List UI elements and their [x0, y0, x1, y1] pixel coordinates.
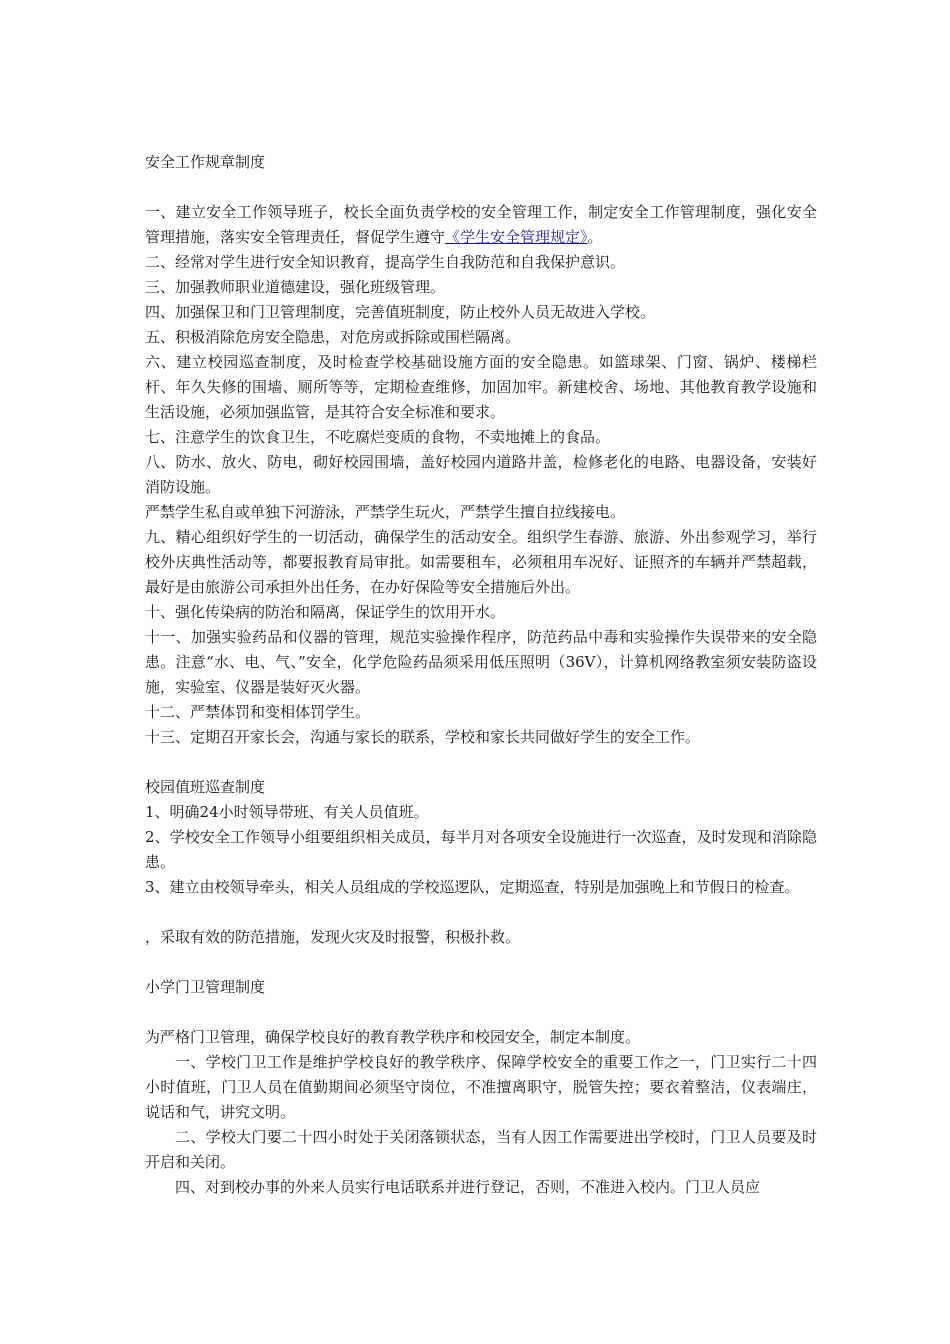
rule-paragraph-11: 十一、加强实验药品和仪器的管理，规范实验操作程序，防范药品中毒和实验操作失误带来的安全隐患。注意“水、电、气、”安全，化学危险药品须采用低压照明（36V），计算机网络教室须安装防盗设施，实验室、仪器是装好灭火器。 [145, 628, 817, 696]
gate-paragraph-1: 一、学校门卫工作是维护学校良好的教学秩序、保障学校安全的重要工作之一，门卫实行二十四小时值班，门卫人员在值勤期间必须坚守岗位，不准擅离职守，脱管失控；要衣着整洁，仪表端庄，说话和气，讲究文明。 [145, 1053, 817, 1121]
spacer [145, 900, 817, 925]
spacer [145, 1000, 817, 1025]
gate-intro-paragraph: 为严格门卫管理，确保学校良好的教育教学秩序和校园安全，制定本制度。 [145, 1028, 641, 1046]
gate-paragraph-2: 二、学校大门要二十四小时处于关闭落锁状态，当有人因工作需要进出学校时，门卫人员要及时开启和关闭。 [145, 1128, 817, 1171]
fire-fragment-paragraph: ，采取有效的防范措施，发现火灾及时报警，积极扑救。 [145, 928, 521, 946]
rule-paragraph-4: 四、加强保卫和门卫管理制度，完善值班制度，防止校外人员无故进入学校。 [145, 303, 656, 321]
spacer [145, 175, 817, 200]
section-title-duty-patrol: 校园值班巡查制度 [145, 778, 266, 796]
section-title-safety-rules: 安全工作规章制度 [145, 153, 266, 171]
document-body [145, 150, 817, 1200]
spacer [145, 950, 817, 975]
rule-paragraph-3: 三、加强教师职业道德建设，强化班级管理。 [145, 278, 446, 296]
section-title-gate-management: 小学门卫管理制度 [145, 978, 266, 996]
duty-paragraph-1: 1、明确24小时领导带班、有关人员值班。 [145, 803, 429, 821]
rule-1-text: 一、建立安全工作领导班子，校长全面负责学校的安全管理工作，制定安全工作管理制度，强化安全管理措施，落实安全管理责任，督促学生遵守 [145, 203, 817, 246]
spacer [145, 750, 817, 775]
gate-paragraph-4: 四、对到校办事的外来人员实行电话联系并进行登记，否则，不准进入校内。门卫人员应 [175, 1178, 761, 1196]
rule-paragraph-13: 十三、定期召开家长会，沟通与家长的联系，学校和家长共同做好学生的安全工作。 [145, 728, 701, 746]
student-safety-regulation-link[interactable]: 《学生安全管理规定》 [445, 228, 588, 246]
rule-paragraph-2: 二、经常对学生进行安全知识教育，提高学生自我防范和自我保护意识。 [145, 253, 626, 271]
rule-paragraph-10: 十、强化传染病的防治和隔离，保证学生的饮用开水。 [145, 603, 506, 621]
rule-1-end: 。 [587, 228, 603, 246]
rule-paragraph-7: 七、注意学生的饮食卫生，不吃腐烂变质的食物，不卖地摊上的食品。 [145, 428, 611, 446]
rule-paragraph-12: 十二、严禁体罚和变相体罚学生。 [145, 703, 371, 721]
rule-paragraph-8b: 严禁学生私自或单独下河游泳，严禁学生玩火，严禁学生擅自拉线接电。 [145, 503, 626, 521]
duty-paragraph-3: 3、建立由校领导牵头，相关人员组成的学校巡逻队，定期巡查，特别是加强晚上和节假日的检查。 [145, 878, 800, 896]
duty-paragraph-2: 2、学校安全工作领导小组要组织相关成员，每半月对各项安全设施进行一次巡查，及时发现和消除隐患。 [145, 828, 817, 871]
rule-paragraph-1 [145, 200, 817, 250]
rule-paragraph-6: 六、建立校园巡查制度，及时检查学校基础设施方面的安全隐患。如篮球架、门窗、锅炉、楼梯栏杆、年久失修的围墙、厕所等等，定期检查维修，加固加牢。新建校舍、场地、其他教育教学设施和生活设施，必须加强监管，是其符合安全标准和要求。 [145, 353, 817, 421]
rule-paragraph-8: 八、防水、放火、防电，砌好校园围墙，盖好校园内道路井盖，检修老化的电路、电器设备，安装好消防设施。 [145, 453, 817, 496]
rule-paragraph-9: 九、精心组织好学生的一切活动，确保学生的活动安全。组织学生春游、旅游、外出参观学习，举行校外庆典性活动等，都要报教育局审批。如需要租车，必须租用车况好、证照齐的车辆并严禁超载，最好是由旅游公司承担外出任务，在办好保险等安全措施后外出。 [145, 528, 817, 596]
rule-paragraph-5: 五、积极消除危房安全隐患，对危房或拆除或围栏隔离。 [145, 328, 521, 346]
